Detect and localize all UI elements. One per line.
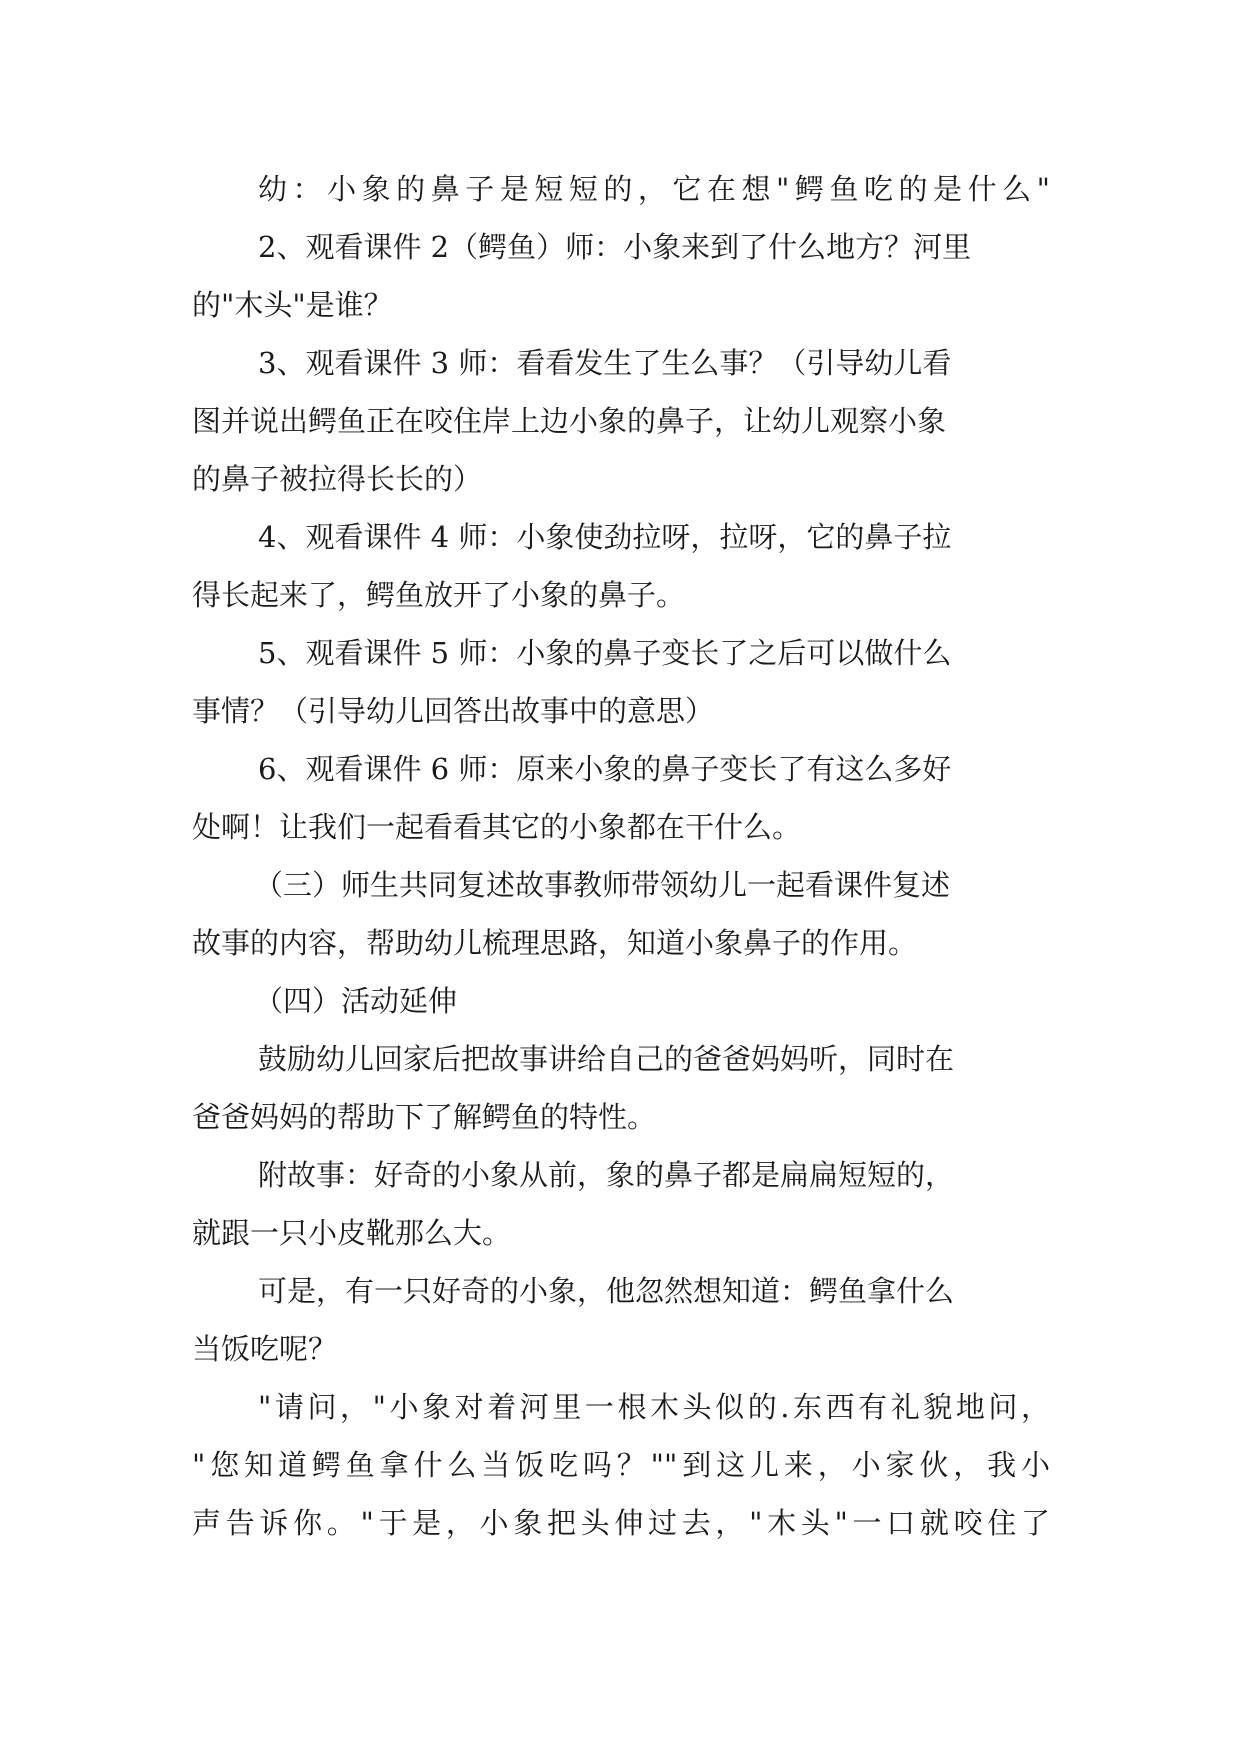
paragraph [192,972,1050,1030]
text-line: 就跟一只小皮靴那么大。 [192,1216,512,1250]
paragraph [192,160,1050,218]
paragraph [192,1378,1050,1552]
paragraph [192,1030,1050,1146]
paragraph [192,334,1050,508]
text-line: 鼓励幼儿回家后把故事讲给自己的爸爸妈妈听，同时在 [258,1042,955,1076]
text-line: 图并说出鳄鱼正在咬住岸上边小象的鼻子，让幼儿观察小象 [192,404,947,438]
text-line: 可是，有一只好奇的小象，他忽然想知道：鳄鱼拿什么 [258,1274,955,1308]
text-line: 6、观看课件 6 师：原来小象的鼻子变长了有这么多好 [258,752,952,786]
text-line: 4、观看课件 4 师：小象使劲拉呀，拉呀，它的鼻子拉 [258,520,952,554]
text-line: （三）师生共同复述故事教师带领幼儿一起看课件复述 [254,868,951,902]
text-line: 附故事：好奇的小象从前，象的鼻子都是扁扁短短的， [258,1158,955,1192]
text-line: 声告诉你。"于是，小象把头伸过去，"木头"一口就咬住了 [192,1506,1050,1540]
text-line: "请问，"小象对着河里一根木头似的.东西有礼貌地问， [258,1390,1050,1424]
text-line: 得长起来了，鳄鱼放开了小象的鼻子。 [192,578,686,612]
text-line: 幼：小象的鼻子是短短的，它在想"鳄鱼吃的是什么" [258,172,1050,206]
paragraph [192,1146,1050,1262]
text-line: 爸爸妈妈的帮助下了解鳄鱼的特性。 [192,1100,657,1134]
text-line: 的鼻子被拉得长长的） [192,462,483,496]
text-line: 5、观看课件 5 师：小象的鼻子变长了之后可以做什么 [258,636,952,670]
text-line: "您知道鳄鱼拿什么当饭吃吗？""到这儿来，小家伙，我小 [192,1448,1050,1482]
document-body [192,160,1050,1552]
paragraph [192,856,1050,972]
paragraph [192,218,1050,334]
paragraph [192,624,1050,740]
text-line: 事情？（引导幼儿回答出故事中的意思） [192,694,715,728]
paragraph [192,508,1050,624]
text-line: 2、观看课件 2（鳄鱼）师：小象来到了什么地方？河里 [258,230,972,264]
text-line: （四）活动延伸 [254,984,458,1018]
text-line: 处啊！让我们一起看看其它的小象都在干什么。 [192,810,802,844]
text-line: 故事的内容，帮助幼儿梳理思路，知道小象鼻子的作用。 [192,926,918,960]
paragraph [192,740,1050,856]
paragraph [192,1262,1050,1378]
text-line: 当饭吃呢？ [192,1332,338,1366]
text-line: 3、观看课件 3 师：看看发生了生么事？（引导幼儿看 [258,346,952,380]
text-line: 的"木头"是谁？ [192,288,393,322]
